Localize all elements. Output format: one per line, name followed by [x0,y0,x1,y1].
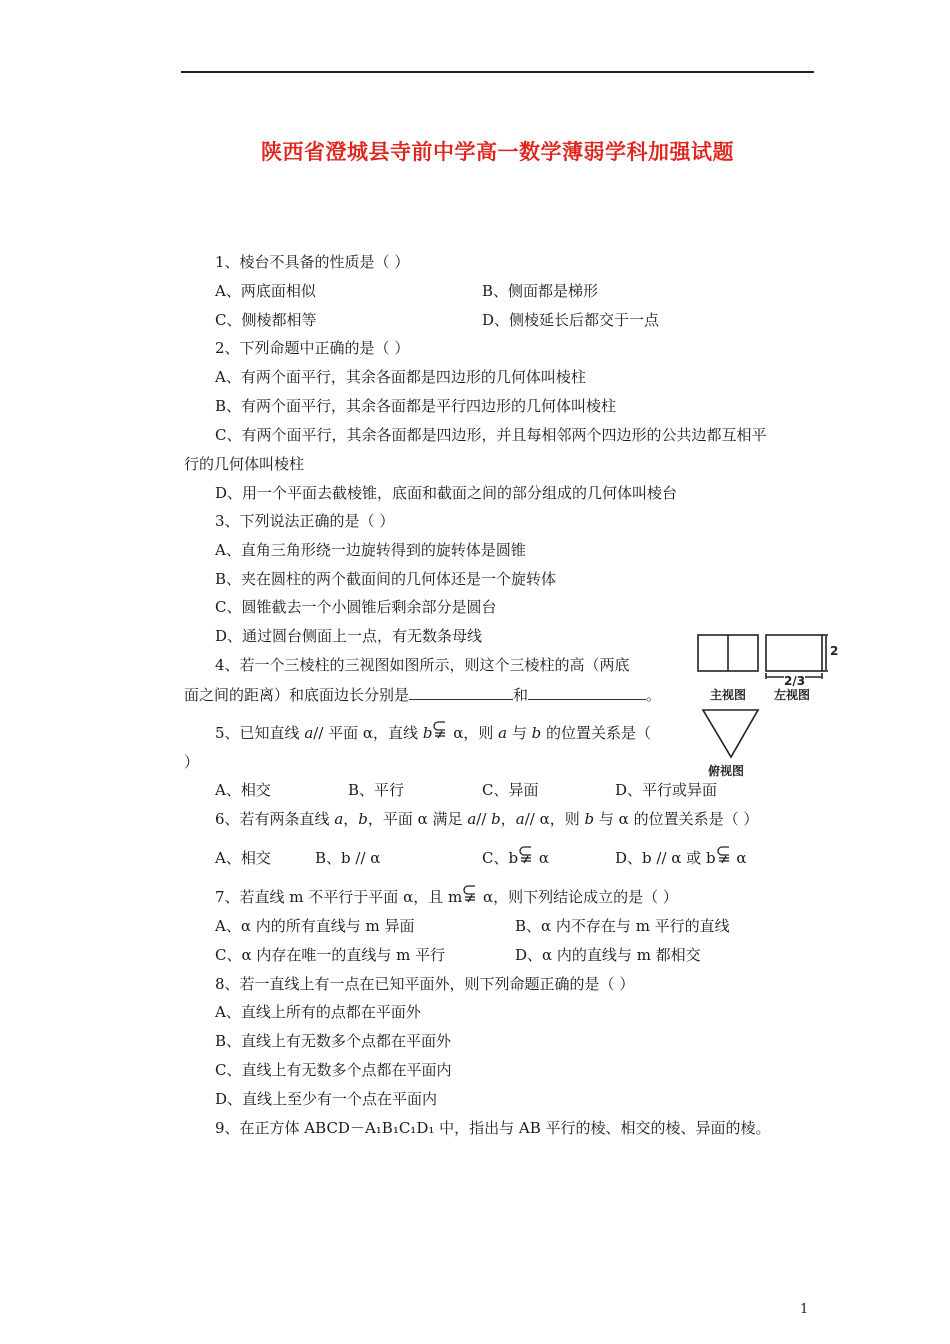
q2-option-a: A、有两个面平行，其余各面都是四边形的几何体叫棱柱 [215,368,586,386]
subsetneq-icon [462,888,478,904]
q3-option-d: D、通过圆台侧面上一点，有无数条母线 [215,627,483,645]
q5-option-a: A、相交 [215,781,271,799]
q8-option-c: C、直线上有无数多个点都在平面内 [215,1061,452,1079]
q6-text-7: 与 α 的位置关系是（ ） [594,810,759,828]
three-view-drawing [696,632,846,782]
q2-option-b: B、有两个面平行，其余各面都是平行四边形的几何体叫棱柱 [215,397,617,415]
q5-text-4: 与 [507,724,532,742]
q8-stem: 8、若一直线上有一点在已知平面外，则下列命题正确的是（ ） [215,975,635,993]
q4-blank-2[interactable] [528,684,646,700]
q5-stem [215,723,651,743]
q3-option-c: C、圆锥截去一个小圆锥后剩余部分是圆台 [215,598,497,616]
q4-stem-line1: 4、若一个三棱柱的三视图如图所示，则这个三棱柱的高（两底 [215,656,630,674]
q5-var-b: b [422,724,433,742]
q3-option-b: B、夹在圆柱的两个截面间的几何体还是一个旋转体 [215,570,557,588]
height-value: 2 [830,644,839,658]
header-rule [181,71,814,73]
subsetneq-icon [716,849,732,865]
q6-option-c-text-1: C、b [482,849,519,867]
q2-stem: 2、下列命题中正确的是（ ） [215,339,410,357]
q7-text-2: α，则下列结论成立的是（ ） [478,888,678,906]
three-view-figure [696,632,846,782]
q9-stem: 9、在正方体 ABCD－A₁B₁C₁D₁ 中，指出与 AB 平行的棱、相交的棱、异面的棱。 [215,1119,771,1137]
q5-var-a: a [304,724,314,742]
q7-option-b: B、α 内不存在与 m 平行的直线 [515,917,730,935]
q3-option-a: A、直角三角形绕一边旋转得到的旋转体是圆锥 [215,541,526,559]
q6-stem [215,809,758,829]
q4-text-b: 和 [513,686,529,704]
front-view-label: 主视图 [710,688,747,702]
q5-text-2: // 平面 α，直线 [313,724,423,742]
q6-text-3: ，平面 α 满足 [367,810,468,828]
top-view-triangle [703,710,758,757]
q8-option-b: B、直线上有无数多个点都在平面外 [215,1032,452,1050]
q5-var-a2: a [498,724,508,742]
side-view-rect [766,635,822,671]
page-number: 1 [800,1302,809,1317]
q5-option-b: B、平行 [348,781,405,799]
q6-option-c [482,848,549,868]
q1-option-d: D、侧棱延长后都交于一点 [482,311,660,329]
q7-option-c: C、α 内存在唯一的直线与 m 平行 [215,946,446,964]
width-value: 2/3 [784,674,806,688]
q3-stem: 3、下列说法正确的是（ ） [215,512,395,530]
q4-blank-1[interactable] [409,684,513,700]
q5-option-d: D、平行或异面 [615,781,718,799]
q6-option-a: A、相交 [215,849,271,867]
q5-var-b2: b [531,724,542,742]
q7-option-d: D、α 内的直线与 m 都相交 [515,946,701,964]
q2-option-c-line2: 行的几何体叫棱柱 [184,455,305,473]
q6-var-b2: b [491,810,501,828]
q5-text-5: 的位置关系是（ [541,724,651,742]
q7-text-1: 7、若直线 m 不平行于平面 α，且 m [215,888,463,906]
q2-option-d: D、用一个平面去截棱锥，底面和截面之间的部分组成的几何体叫棱台 [215,484,678,502]
q8-option-a: A、直线上所有的点都在平面外 [215,1003,421,1021]
q7-stem [215,887,678,907]
q7-option-a: A、α 内的所有直线与 m 异面 [215,917,415,935]
top-view-label: 俯视图 [708,764,745,778]
q4-text-c: 。 [646,686,662,704]
q4-text-a: 面之间的距离）和底面边长分别是 [184,686,410,704]
q6-var-a: a [334,810,344,828]
q6-var-b3: b [584,810,595,828]
q5-text-3: α，则 [448,724,499,742]
side-view-label: 左视图 [774,688,811,702]
q6-option-b: B、b // α [315,849,381,867]
q8-option-d: D、直线上至少有一个点在平面内 [215,1090,438,1108]
q5-option-c: C、异面 [482,781,539,799]
q6-var-a2: a [467,810,477,828]
q6-option-d-text-2: α [731,849,747,867]
q6-var-a3: a [515,810,525,828]
q1-stem: 1、棱台不具备的性质是（ ） [215,253,410,271]
subsetneq-icon [432,724,448,740]
q6-text-1: 6、若有两条直线 [215,810,335,828]
subsetneq-icon [518,849,534,865]
q1-option-c: C、侧棱都相等 [215,311,317,329]
q4-stem-line2 [184,684,661,705]
q6-var-b: b [358,810,368,828]
q6-text-4: // [476,810,492,828]
q2-option-c-line1: C、有两个面平行，其余各面都是四边形，并且每相邻两个四边形的公共边都互相平 [215,426,767,444]
q1-option-a: A、两底面相似 [215,282,316,300]
q5-stem-close: ） [184,753,200,771]
page-title: 陕西省澄城县寺前中学高一数学薄弱学科加强试题 [261,140,734,164]
q6-option-d-text-1: D、b // α 或 b [615,849,716,867]
q1-option-b: B、侧面都是梯形 [482,282,599,300]
q5-text-1: 5、已知直线 [215,724,305,742]
q6-text-2: ， [343,810,359,828]
q6-text-5: ， [500,810,516,828]
q6-option-c-text-2: α [534,849,549,867]
q6-option-d [615,848,746,868]
q6-text-6: // α，则 [524,810,585,828]
